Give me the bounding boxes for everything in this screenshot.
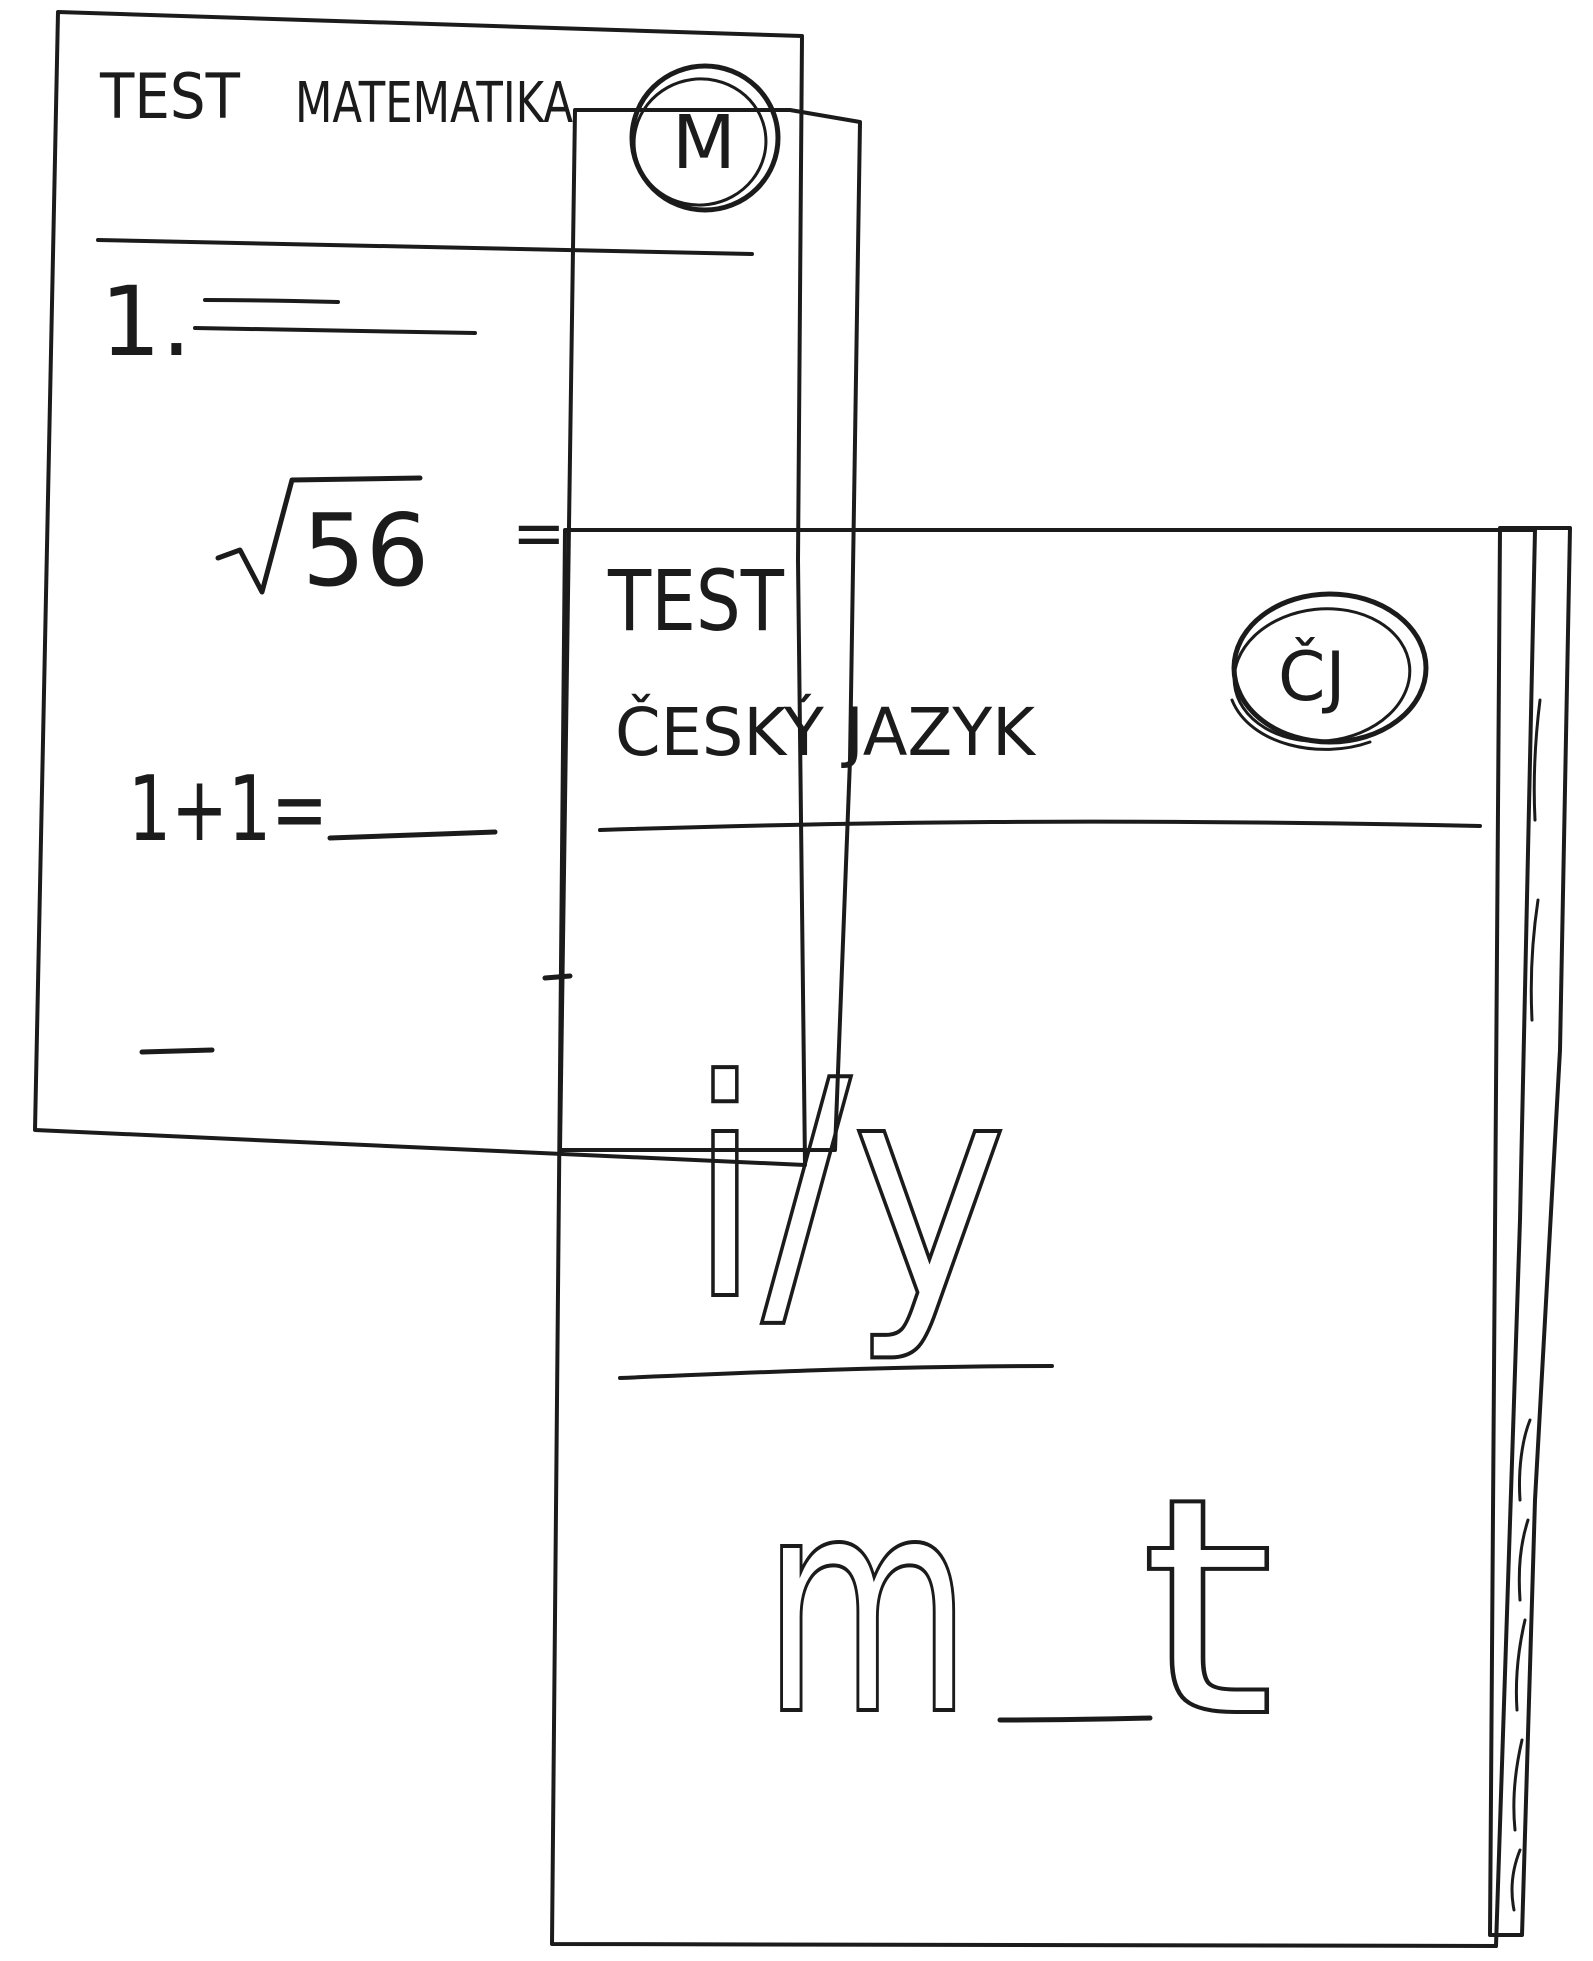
math-title-test: TEST xyxy=(99,60,242,133)
czech-middle-divider xyxy=(620,1366,1052,1378)
czech-badge-letters: ČJ xyxy=(1278,638,1346,717)
czech-word-end: t xyxy=(1140,1434,1275,1783)
czech-word-blank-line xyxy=(1000,1718,1150,1720)
math-question-line-top xyxy=(205,300,338,302)
math-title-subject: MATEMATIKA xyxy=(295,71,573,136)
math-sqrt-radicand: 56 xyxy=(302,492,430,609)
math-subject-badge xyxy=(626,66,778,214)
czech-word-m-t xyxy=(762,1432,1275,1783)
math-question-number: 1. xyxy=(100,266,192,378)
czech-word-start: m xyxy=(762,1432,972,1781)
czech-title-line1: TEST xyxy=(607,552,785,650)
math-answer-dash-left xyxy=(142,1050,212,1052)
czech-title-line2: ČESKÝ JAZYK xyxy=(615,694,1040,771)
math-addition: 1+1= xyxy=(128,757,328,862)
math-sqrt-expression xyxy=(218,478,566,609)
math-question-line-bottom xyxy=(195,328,475,333)
math-sqrt-equals: = xyxy=(512,497,566,571)
czech-header-divider xyxy=(600,822,1480,830)
math-answer-dash-right xyxy=(545,976,570,978)
math-header-divider xyxy=(98,240,752,254)
math-addition-answer-line xyxy=(330,832,495,838)
czech-letters-i-y: i/y xyxy=(688,1017,1008,1366)
czech-subject-badge xyxy=(1228,594,1426,750)
czech-test-booklet xyxy=(552,528,1570,1946)
math-badge-letter: M xyxy=(672,100,736,186)
